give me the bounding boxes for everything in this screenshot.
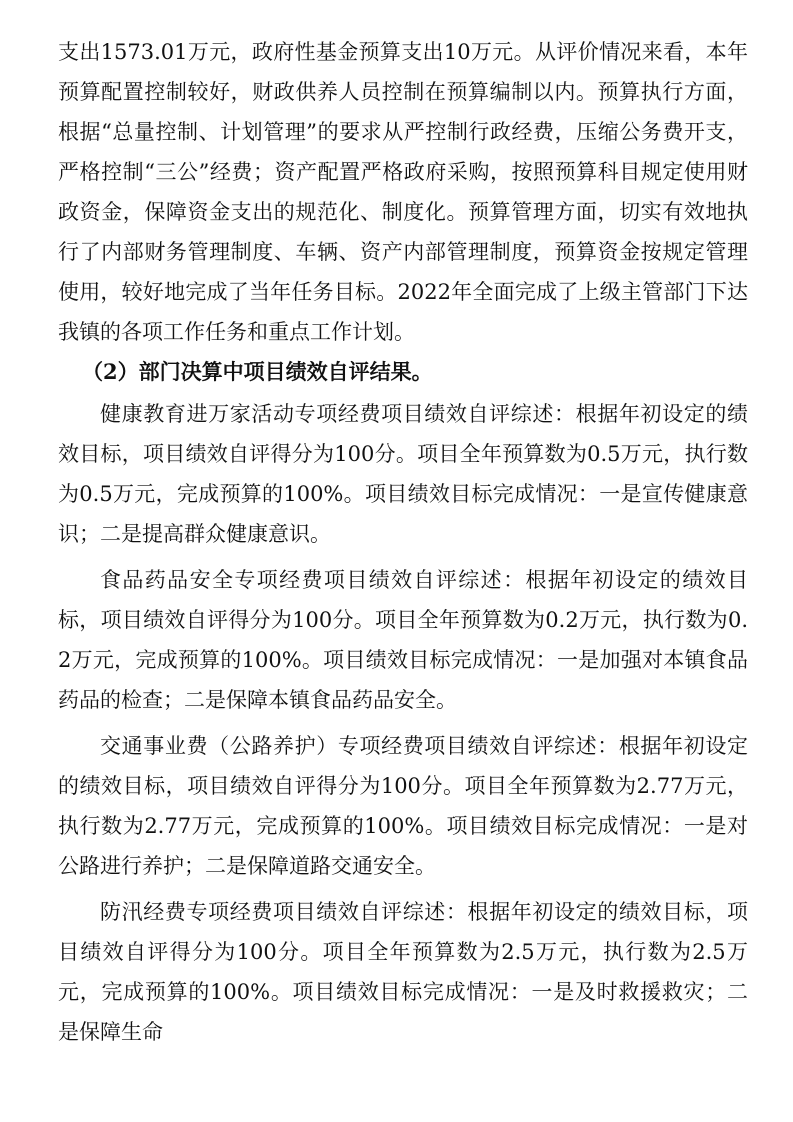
paragraph-budget-continuation: 支出1573.01万元，政府性基金预算支出10万元。从评价情况来看，本年预算配置控制较好，财政供养人员控制在预算编制以内。预算执行方面，根据“总量控制、计划管理”的要求从严控制行政经费，压缩公务费开支，严格控制“三公”经费；资产配置严格政府采购，按照预算科目规定使用财政资金，保障资金支出的规范化、制度化。预算管理方面，切实有效地执行了内部财务管理制度、车辆、资产内部管理制度，预算资金按规定管理使用，较好地完成了当年任务目标。2022年全面完成了上级主管部门下达我镇的各项工作任务和重点工作计划。	[58, 40, 748, 344]
paragraph-food-drug-safety: 食品药品安全专项经费项目绩效自评综述：根据年初设定的绩效目标，项目绩效自评得分为100分。项目全年预算数为0.2万元，执行数为0.2万元，完成预算的100%。项目绩效目标完成情况：一是加强对本镇食品药品的检查；二是保障本镇食品药品安全。	[58, 568, 748, 712]
paragraph-flood-control: 防汛经费专项经费项目绩效自评综述：根据年初设定的绩效目标，项目绩效自评得分为100分。项目全年预算数为2.5万元，执行数为2.5万元，完成预算的100%。项目绩效目标完成情况：一是及时救援救灾；二是保障生命	[58, 900, 748, 1044]
document-body	[58, 32, 748, 1052]
paragraph-health-education: 健康教育进万家活动专项经费项目绩效自评综述：根据年初设定的绩效目标，项目绩效自评得分为100分。项目全年预算数为0.5万元，执行数为0.5万元，完成预算的100%。项目绩效目标完成情况：一是宣传健康意识；二是提高群众健康意识。	[58, 402, 748, 546]
section-heading-project-performance: （2）部门决算中项目绩效自评结果。	[82, 359, 433, 384]
paragraph-road-maintenance: 交通事业费（公路养护）专项经费项目绩效自评综述：根据年初设定的绩效目标，项目绩效自评得分为100分。项目全年预算数为2.77万元，执行数为2.77万元，完成预算的100%。项目绩效目标完成情况：一是对公路进行养护；二是保障道路交通安全。	[58, 734, 748, 878]
